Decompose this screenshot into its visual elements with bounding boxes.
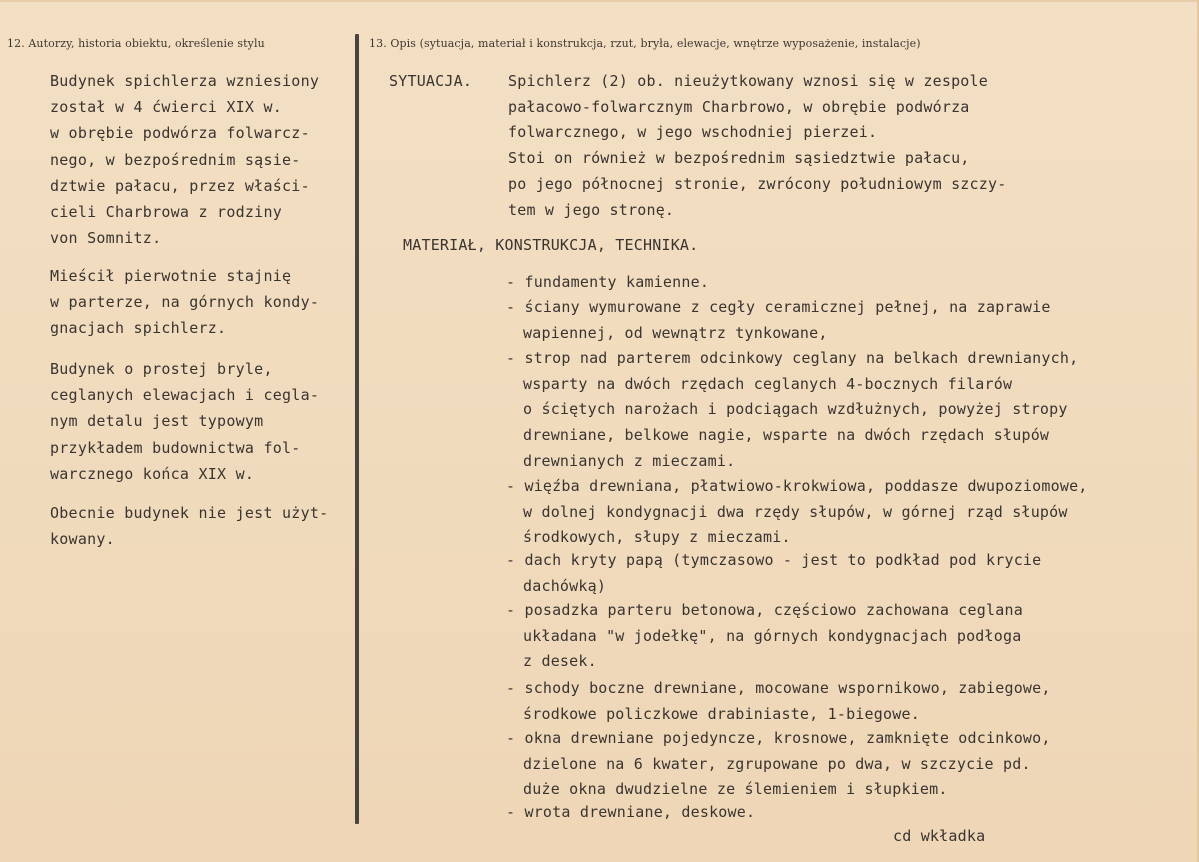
header-right: 13. Opis (sytuacja, materiał i konstrukcja, rzut, bryła, elewacje, wnętrze wyposażenie, instalacje) [369,37,921,50]
text-line: kowany. [50,530,115,549]
text-line: środkowych, słupy z mieczami. [523,528,791,547]
header-left: 12. Autorzy, historia obiektu, określenie stylu [7,37,265,50]
text-line: cieli Charbrowa z rodziny [50,203,283,222]
text-line: w dolnej kondygnacji dwa rzędy słupów, w górnej rząd słupów [523,502,1068,521]
text-line: dzielone na 6 kwater, zgrupowane po dwa, w szczycie pd. [523,754,1031,773]
text-line: - posadzka parteru betonowa, częściowo zachowana ceglana [506,601,1023,619]
list-item-stairs [506,676,1051,727]
list-item-foundations [506,270,709,296]
text-line: ceglanych elewacjach i cegla- [50,386,320,405]
list-item-roof-truss [506,474,1088,551]
material-label: MATERIAŁ, KONSTRUKCJA, TECHNIKA. [403,236,699,254]
text-line: dztwie pałacu, przez właści- [50,176,310,195]
text-line: dachówką) [523,576,607,595]
list-item-floor [506,598,1023,675]
text-line: po jego północnej stronie, zwrócony południowym szczy- [508,174,1007,193]
situation-label: SYTUACJA. [389,72,473,90]
text-line: Mieścił pierwotnie stajnię [50,267,292,285]
list-item-gates [506,800,755,826]
column-divider [355,34,359,824]
text-line: duże okna dwudzielne ze ślemieniem i słupkiem. [523,780,948,799]
text-line: wsparty na dwóch rzędach ceglanych 4-bocznych filarów [523,374,1013,393]
text-line: - strop nad parterem odcinkowy ceglany na belkach drewnianych, [506,349,1079,367]
text-line: Budynek spichlerza wzniesiony [50,72,320,90]
text-line: wapiennej, od wewnątrz tynkowane, [523,323,828,342]
left-paragraph-3 [50,356,319,487]
text-line: - fundamenty kamienne. [506,273,710,291]
text-line: von Somnitz. [50,229,162,248]
text-line: tem w jego stronę. [508,200,675,219]
text-line: przykładem budownictwa fol- [50,438,301,457]
text-line: - okna drewniane pojedyncze, krosnowe, zamknięte odcinkowo, [506,729,1051,747]
left-paragraph-4 [50,500,328,552]
text-line: drewnianych z mieczami. [523,451,736,470]
situation-text [508,69,1006,223]
text-line: - więźba drewniana, płatwiowo-krokwiowa, poddasze dwupoziomowe, [506,477,1088,495]
text-line: Spichlerz (2) ob. nieużytkowany wznosi się w zespole [508,72,988,90]
text-line: środkowe policzkowe drabiniaste, 1-biegowe. [523,704,920,723]
list-item-roof-cover [506,548,1041,599]
text-line: o ściętych narożach i podciągach wzdłużnych, powyżej stropy [523,400,1068,419]
left-paragraph-2 [50,263,319,342]
text-line: nego, w bezpośrednim sąsie- [50,150,301,169]
text-line: pałacowo-folwarcznym Charbrowo, w obrębie podwórza [508,97,970,116]
text-line: - dach kryty papą (tymczasowo - jest to podkład pod krycie [506,551,1042,569]
text-line: folwarcznego, w jego wschodniej pierzei. [508,123,878,142]
page-edge-top [0,0,1199,2]
text-line: gnacjach spichlerz. [50,319,227,338]
text-line: z desek. [523,652,597,671]
text-line: warcznego końca XIX w. [50,464,255,483]
text-line: - schody boczne drewniane, mocowane wspornikowo, zabiegowe, [506,679,1051,697]
continuation-note: cd wkładka [893,827,986,845]
text-line: - ściany wymurowane z cegły ceramicznej pełnej, na zaprawie [506,298,1051,316]
text-line: - wrota drewniane, deskowe. [506,803,756,821]
text-line: nym detalu jest typowym [50,412,264,431]
left-paragraph-1 [50,68,319,251]
text-line: w parterze, na górnych kondy- [50,293,320,312]
text-line: Stoi on również w bezpośrednim sąsiedztwie pałacu, [508,149,970,168]
text-line: drewniane, belkowe nagie, wsparte na dwóch rzędach słupów [523,426,1050,445]
list-item-ceiling [506,346,1078,475]
text-line: Obecnie budynek nie jest użyt- [50,504,329,522]
text-line: został w 4 ćwierci XIX w. [50,98,283,117]
text-line: w obrębie podwórza folwarcz- [50,124,310,143]
text-line: układana "w jodełkę", na górnych kondygnacjach podłoga [523,626,1022,645]
list-item-walls [506,295,1051,346]
text-line: Budynek o prostej bryle, [50,360,273,378]
list-item-windows [506,726,1051,803]
